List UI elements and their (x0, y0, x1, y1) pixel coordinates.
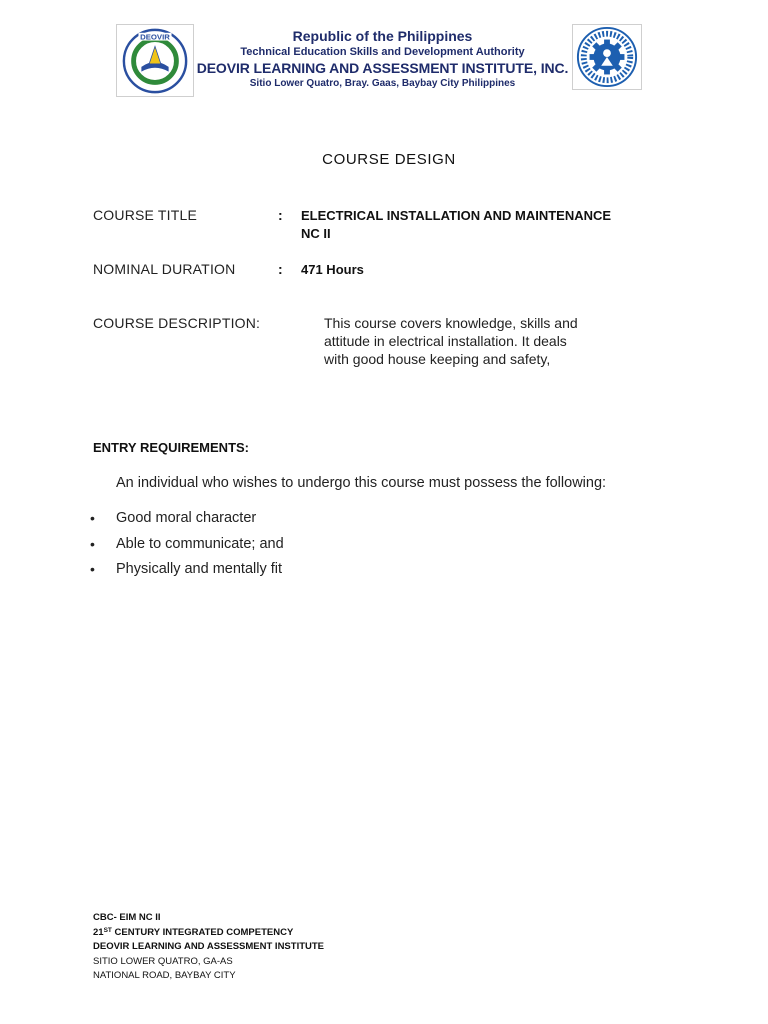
duration-label: NOMINAL DURATION (93, 261, 236, 277)
requirement-text: Physically and mentally fit (116, 561, 283, 577)
page-footer (93, 911, 324, 984)
letterhead-republic: Republic of the Philippines (292, 28, 473, 44)
document-title: COURSE DESIGN (322, 151, 456, 168)
description-text (324, 314, 644, 368)
course-title-line-2: NC II (301, 226, 331, 241)
bullet-icon: • (90, 561, 95, 577)
footer-competency (93, 926, 324, 941)
requirement-text: Able to communicate; and (116, 535, 284, 552)
requirement-text: Good moral character (116, 510, 257, 526)
footer-address-line-1: SITIO LOWER QUATRO, GA-AS (93, 955, 233, 967)
description-line: attitude in electrical installation. It deals (324, 333, 567, 349)
entry-requirements-intro: An individual who wishes to undergo this course must possess the following: (116, 475, 607, 491)
description-label: COURSE DESCRIPTION: (93, 315, 261, 331)
deovir-logo (116, 24, 194, 97)
letterhead (195, 27, 570, 90)
letterhead-address: Sitio Lower Quatro, Bray. Gaas, Baybay City Philippines (249, 78, 516, 89)
description-line: with good house keeping and safety, (324, 351, 551, 367)
course-title-value (301, 207, 671, 243)
footer-competency-suffix: CENTURY INTEGRATED COMPETENCY (111, 926, 294, 938)
letterhead-institute: DEOVIR LEARNING AND ASSESSMENT INSTITUTE, INC. (196, 60, 569, 76)
footer-competency-prefix: 21 (93, 926, 104, 938)
duration-colon: : (278, 261, 283, 277)
course-title-colon: : (278, 207, 283, 223)
svg-text:DEOVIR: DEOVIR (140, 32, 170, 42)
footer-code: CBC- EIM NC II (93, 912, 161, 923)
description-line: This course covers knowledge, skills and (324, 315, 578, 331)
footer-address-line-2: NATIONAL ROAD, BAYBAY CITY (93, 970, 236, 981)
course-title-label: COURSE TITLE (93, 207, 198, 223)
tesda-gear-seal-icon (573, 25, 641, 89)
bullet-icon: • (90, 510, 95, 526)
course-title-line-1: ELECTRICAL INSTALLATION AND MAINTENANCE (301, 208, 612, 223)
entry-requirements-heading: ENTRY REQUIREMENTS: (93, 440, 250, 455)
tesda-logo (572, 24, 642, 90)
bullet-icon: • (90, 535, 95, 552)
deovir-seal-icon (117, 25, 193, 96)
footer-competency-sup: ST (103, 926, 112, 934)
duration-value: 471 Hours (301, 262, 364, 277)
footer-institute: DEOVIR LEARNING AND ASSESSMENT INSTITUTE (93, 941, 325, 952)
letterhead-agency: Technical Education Skills and Development Authority (240, 46, 525, 58)
